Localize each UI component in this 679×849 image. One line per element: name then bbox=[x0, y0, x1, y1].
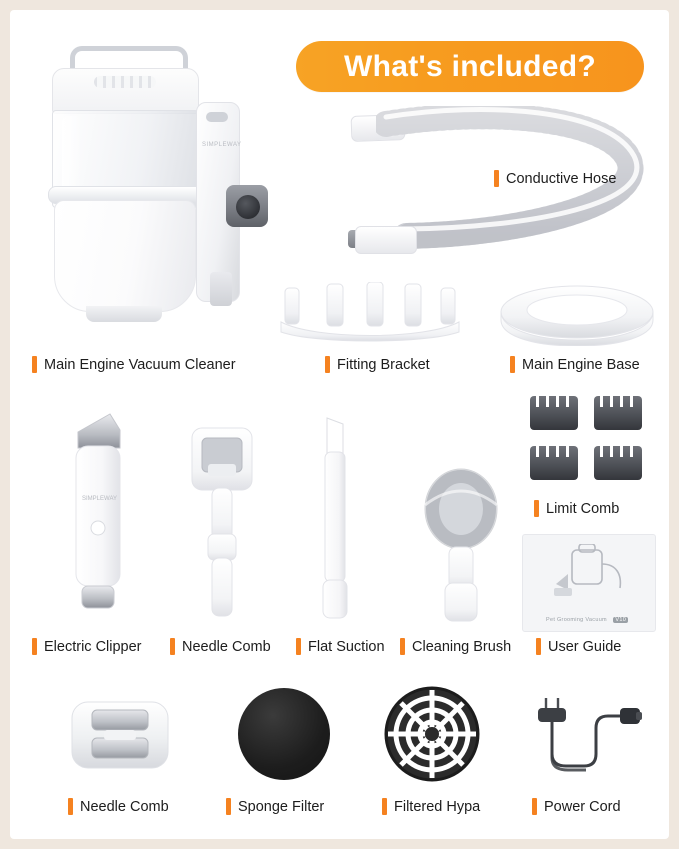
vacuum-vent-grille bbox=[94, 76, 156, 88]
bullet-tick-icon bbox=[400, 638, 405, 655]
label-needle-comb-bottom bbox=[68, 798, 169, 815]
label-text: User Guide bbox=[548, 638, 622, 655]
label-main-engine-base bbox=[510, 356, 640, 373]
hose-cuff-bottom bbox=[355, 226, 417, 254]
label-text: Electric Clipper bbox=[44, 638, 142, 655]
label-user-guide bbox=[536, 638, 621, 655]
needle-comb-head-art bbox=[186, 422, 258, 622]
label-needle-comb-top bbox=[170, 638, 271, 655]
label-text: Power Cord bbox=[544, 798, 621, 815]
label-text: Cleaning Brush bbox=[412, 638, 512, 655]
flat-suction-art bbox=[315, 414, 355, 622]
label-text: Sponge Filter bbox=[238, 798, 325, 815]
vacuum-rear-foot bbox=[210, 272, 232, 306]
filtered-hypa-art bbox=[384, 686, 480, 782]
label-text: Main Engine Vacuum Cleaner bbox=[44, 356, 236, 373]
label-text: Needle Comb bbox=[80, 798, 169, 815]
label-sponge-filter bbox=[226, 798, 324, 815]
vacuum-hose-port-opening bbox=[236, 195, 260, 219]
user-guide-cover-illustration bbox=[546, 544, 630, 602]
fitting-bracket-art bbox=[275, 282, 465, 342]
bullet-tick-icon bbox=[226, 798, 231, 815]
bullet-tick-icon bbox=[510, 356, 515, 373]
banner-title: What's included? bbox=[344, 49, 596, 83]
vacuum-top-housing bbox=[52, 68, 199, 114]
user-guide-version-badge: V10 bbox=[615, 617, 627, 623]
label-text: Fitting Bracket bbox=[337, 356, 430, 373]
main-engine-base-art bbox=[497, 282, 657, 346]
label-power-cord bbox=[532, 798, 621, 815]
label-text: Filtered Hypa bbox=[394, 798, 481, 815]
needle-comb-plate-art bbox=[68, 698, 172, 772]
label-main-engine-vacuum-cleaner bbox=[32, 356, 236, 373]
vacuum-dust-cup bbox=[54, 200, 196, 312]
label-electric-clipper bbox=[32, 638, 142, 655]
label-filtered-hypa bbox=[382, 798, 480, 815]
limit-comb-art bbox=[528, 394, 646, 488]
label-text: Conductive Hose bbox=[506, 170, 617, 187]
bullet-tick-icon bbox=[325, 356, 330, 373]
label-text: Limit Comb bbox=[546, 500, 620, 517]
bullet-tick-icon bbox=[494, 170, 499, 187]
bullet-tick-icon bbox=[382, 798, 387, 815]
svg-text:SIMPLEWAY: SIMPLEWAY bbox=[82, 496, 118, 502]
bullet-tick-icon bbox=[170, 638, 175, 655]
cleaning-brush-art bbox=[415, 465, 507, 623]
power-cord-art bbox=[532, 692, 646, 776]
bullet-tick-icon bbox=[532, 798, 537, 815]
label-fitting-bracket bbox=[325, 356, 430, 373]
user-guide-cover-title: Pet Grooming Vacuum V10 bbox=[546, 617, 627, 623]
label-flat-suction bbox=[296, 638, 385, 655]
bullet-tick-icon bbox=[68, 798, 73, 815]
bullet-tick-icon bbox=[296, 638, 301, 655]
white-card bbox=[10, 10, 669, 839]
vacuum-power-button bbox=[206, 112, 228, 122]
label-cleaning-brush bbox=[400, 638, 511, 655]
sponge-filter-art bbox=[238, 688, 330, 780]
bullet-tick-icon bbox=[32, 638, 37, 655]
bullet-tick-icon bbox=[536, 638, 541, 655]
whats-included-banner bbox=[296, 41, 644, 92]
label-conductive-hose bbox=[494, 170, 616, 187]
label-text: Flat Suction bbox=[308, 638, 385, 655]
bullet-tick-icon bbox=[534, 500, 539, 517]
vacuum-dust-cup-base bbox=[86, 306, 162, 322]
label-text: Needle Comb bbox=[182, 638, 271, 655]
label-limit-comb bbox=[534, 500, 619, 517]
vacuum-brand-mark: SIMPLEWAY bbox=[202, 142, 242, 148]
electric-clipper-art bbox=[70, 408, 126, 620]
bullet-tick-icon bbox=[32, 356, 37, 373]
label-text: Main Engine Base bbox=[522, 356, 640, 373]
